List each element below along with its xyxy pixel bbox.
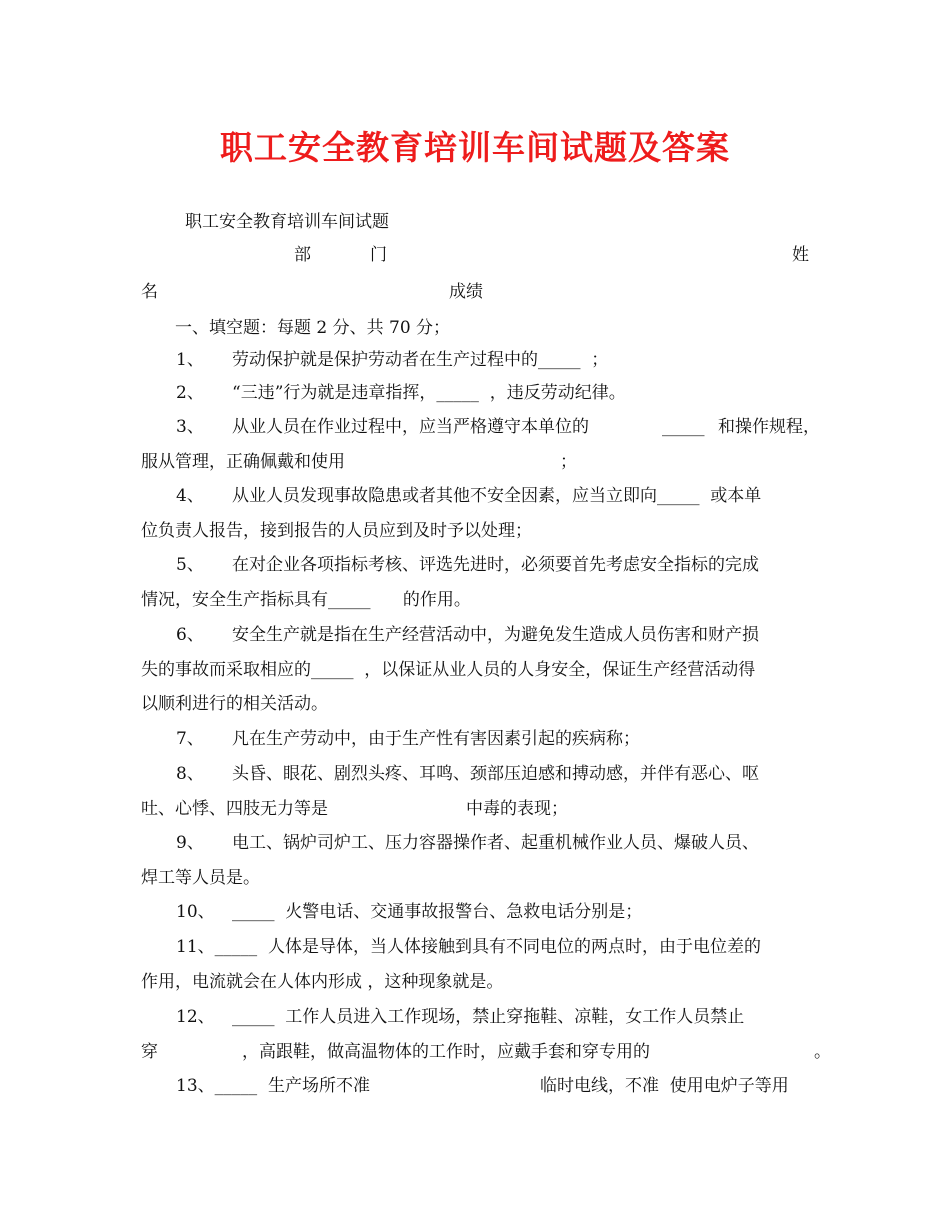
question-number: 10、 (176, 902, 215, 922)
form-label-ming: 名 (141, 282, 158, 302)
question-text: 从业人员发现事故隐患或者其他不安全因素，应当立即向_____ 或本单 (232, 486, 762, 506)
question-text: 13、_____ 生产场所不准 (176, 1076, 370, 1096)
question-text-continued: 吐、心悸、四肢无力等是 (141, 799, 328, 819)
question-text: 电工、锅炉司炉工、压力容器操作者、起重机械作业人员、爆破人员、 (232, 833, 759, 853)
question-text: _____ 火警电话、交通事故报警台、急救电话分别是； (232, 902, 643, 922)
question-text-continued: 作用，电流就会在人体内形成 ，这种现象就是。 (141, 972, 504, 992)
question-number: 9、 (176, 833, 204, 853)
question-number: 3、 (176, 417, 204, 437)
subtitle: 职工安全教育培训车间试题 (185, 212, 389, 232)
question-text-tail: 和操作规程， (718, 417, 820, 437)
question-text: 头昏、眼花、剧烈头疼、耳鸣、颈部压迫感和搏动感，并伴有恶心、呕 (232, 764, 759, 784)
question-text-continued: 。 (814, 1042, 831, 1062)
question-text: “三违”行为就是违章指挥，_____ ，违反劳动纪律。 (232, 383, 626, 403)
question-text-continued: 以顺利进行的相关活动。 (141, 694, 328, 714)
question-text-continued: 服从管理，正确佩戴和使用 (141, 452, 345, 472)
question-number: 7、 (176, 729, 204, 749)
question-text: 在对企业各项指标考核、评选先进时，必须要首先考虑安全指标的完成 (232, 555, 759, 575)
question-text-continued: 穿 (141, 1042, 158, 1062)
section-heading: 一、填空题：每题 2 分、共 70 分； (175, 318, 451, 338)
question-number: 5、 (176, 555, 204, 575)
question-number: 8、 (176, 764, 204, 784)
question-text-continued: 失的事故而采取相应的_____ ，以保证从业人员的人身安全，保证生产经营活动得 (141, 660, 756, 680)
document-title: 职工安全教育培训车间试题及答案 (220, 128, 730, 167)
question-text-continued: 临时电线，不准 使用电炉子等用 (540, 1076, 789, 1096)
question-text: 劳动保护就是保护劳动者在生产过程中的_____ ； (232, 350, 609, 370)
question-number: 4、 (176, 486, 204, 506)
question-number: 6、 (176, 625, 204, 645)
question-text: 从业人员在作业过程中，应当严格遵守本单位的 (232, 417, 589, 437)
form-label-xing: 姓 (792, 245, 809, 265)
question-number: 1、 (176, 350, 204, 370)
question-text-continued: ，高跟鞋，做高温物体的工作时，应戴手套和穿专用的 (242, 1042, 650, 1062)
question-text: 凡在生产劳动中，由于生产性有害因素引起的疾病称； (232, 729, 640, 749)
question-text-continued: 中毒的表现； (466, 799, 568, 819)
form-label-bu: 部 (294, 245, 311, 265)
question-text: _____ 工作人员进入工作现场，禁止穿拖鞋、凉鞋，女工作人员禁止 (232, 1007, 745, 1027)
form-label-chengji: 成绩 (449, 282, 483, 302)
question-text-continued: 位负责人报告，接到报告的人员应到及时予以处理； (141, 521, 532, 541)
question-text-continued: ； (560, 452, 577, 472)
question-text: 11、_____ 人体是导体，当人体接触到具有不同电位的两点时，由于电位差的 (176, 937, 761, 957)
question-text-continued: 焊工等人员是。 (141, 868, 260, 888)
question-text-continued: 情况，安全生产指标具有_____ 的作用。 (141, 590, 471, 610)
question-text: 安全生产就是指在生产经营活动中，为避免发生造成人员伤害和财产损 (232, 625, 759, 645)
question-number: 12、 (176, 1007, 215, 1027)
form-label-men: 门 (370, 245, 387, 265)
answer-blank: _____ (662, 417, 705, 437)
question-number: 2、 (176, 383, 204, 403)
